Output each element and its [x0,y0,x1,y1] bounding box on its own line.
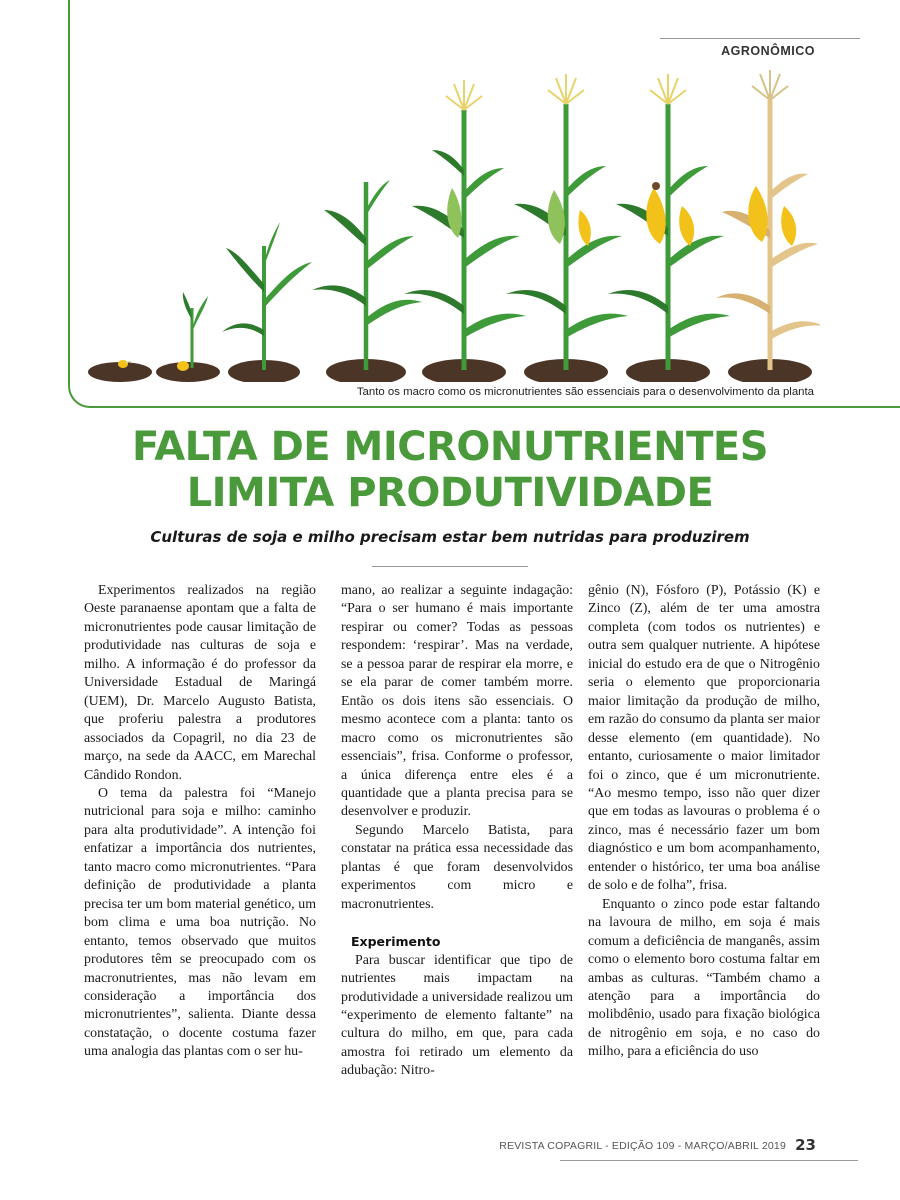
paragraph: O tema da palestra foi “Manejo nutricional para soja e milho: caminho para alta produtividade”. A intenção foi enfatizar a importância dos nutrientes, tanto macro como micronutrientes. “Para definição de produtividade a planta precisa ter um bom material genético, um bom clima e uma boa nutrição. No entanto, temos observado que muitos produtores têm se preocupado com os macronutrientes, mas não levam em consideração a importância dos micronutrientes”, salienta. Diante dessa constatação, o docente costuma fazer uma analogia das plantas com o ser hu- [84,785,316,1060]
magazine-edition: REVISTA COPAGRIL - EDIÇÃO 109 - MARÇO/ABRIL 2019 [499,1140,786,1152]
paragraph: Segundo Marcelo Batista, para constatar na prática essa necessidade das plantas é que foram desenvolvidos experimentos com micro e macronutrientes. [341,822,573,912]
corn-growth-illustration [80,70,820,382]
stage-silking [506,74,628,382]
page-number: 23 [795,1136,816,1154]
footer-magazine-info [499,1140,786,1152]
article-subtitle: Culturas de soja e milho precisam estar bem nutridas para produzirem [150,528,750,546]
paragraph: Para buscar identificar que tipo de nutrientes mais impactam na produtividade a universidade realizou um “experimento de elemento faltante” na cultura do milho, em que, para cada amostra foi retirado um elemento da adubação: Nitro- [341,952,573,1079]
stage-young-plant [222,222,312,382]
paragraph: gênio (N), Fósforo (P), Potássio (K) e Zinco (Z), além de ter uma amostra completa (com todos os nutrientes) e outra sem qualquer nutriente. A hipótese inicial do estudo era de que o Nitrogênio seria o elemento que proporcionaria maior limitação da produção de milho, em razão do consumo da planta ser maior desse elemento (em quantidade). No entanto, curiosamente o maior limitador foi o zinco, que é um micronutriente. “Ao mesmo tempo, isso não quer dizer que em todas as lavouras o problema é o zinco, mas é necessário fazer um bom diagnóstico e um bom acompanhamento, entender o histórico, ter uma boa análise de solo e de folha”, frisa. [588,583,820,894]
illustration-caption: Tanto os macro como os micronutrientes são essenciais para o desenvolvimento da planta [356,386,814,398]
stage-sprout [156,292,220,382]
article-title [0,424,900,516]
article-title-line2: LIMITA PRODUTIVIDADE [186,470,714,516]
section-label: AGRONÔMICO [721,44,815,58]
article-title-line1: FALTA DE MICRONUTRIENTES [131,424,769,470]
stage-seed [88,360,152,382]
footer-rule [560,1160,858,1161]
header-rule [660,38,860,39]
text-column-2 [341,582,573,1081]
stage-tasseling [404,80,526,382]
section-heading: Experimento [351,934,441,950]
stage-growing-plant [312,180,422,382]
subtitle-rule [372,566,528,567]
stage-grain-filling [608,74,730,382]
paragraph: mano, ao realizar a seguinte indagação: “Para o ser humano é mais importante respirar ou comer? Todas as pessoas respondem: ‘respirar’. Mas na verdade, se a pessoa parar de respirar ela morre, e se ela parar de comer também morre. Então os dois itens são essenciais. O mesmo acontece com a planta: tanto os macro como os micronutrientes são essenciais”, frisa. Conforme o professor, a única diferença entre eles é a quantidade que a planta precisa para se desenvolver e produzir. [341,583,573,820]
text-column-1 [84,582,316,1062]
paragraph: Enquanto o zinco pode estar faltando na lavoura de milho, em soja é mais comum a deficiência de manganês, assim como o elemento boro costuma faltar em ambas as culturas. “Também chamo a atenção para a importância do molibdênio, usado para fixação biológica de nitrogênio em soja, e no caso do milho, para a eficiência do uso [588,896,820,1060]
paragraph: Experimentos realizados na região Oeste paranaense apontam que a falta de micronutrientes pode causar limitação de produtividade nas culturas de soja e milho. A informação é do professor da Universidade Estadual de Maringá (UEM), Dr. Marcelo Augusto Batista, que proferiu palestra a produtores associados da Copagril, no dia 23 de março, na sede da AACC, em Marechal Cândido Rondon. [84,583,316,783]
text-column-3 [588,582,820,1062]
stage-mature-dry [716,70,820,382]
